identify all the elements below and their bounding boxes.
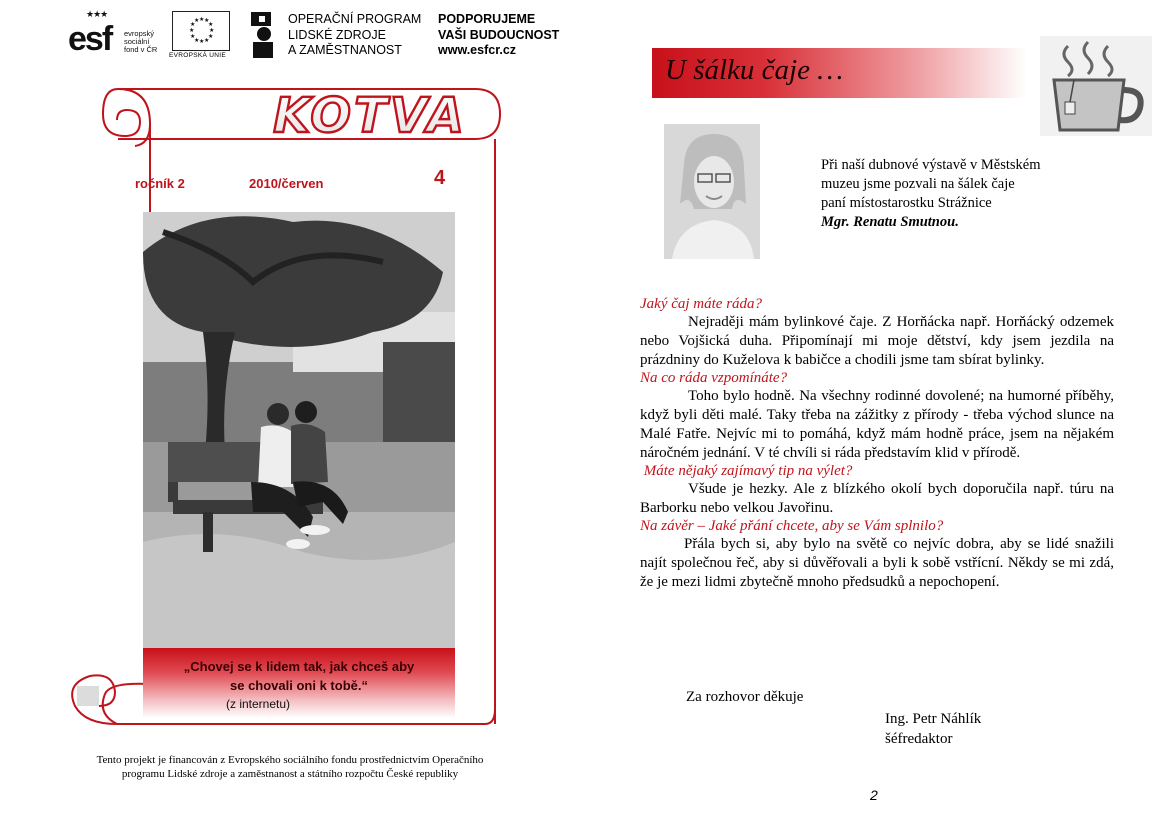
svg-text:★: ★ <box>209 27 215 34</box>
esf-logo <box>68 10 166 62</box>
support-text: PODPORUJEME VAŠI BUDOUCNOST www.esfcr.cz <box>438 12 560 57</box>
svg-text:★: ★ <box>199 38 205 45</box>
article-heading: U šálku čaje … <box>665 54 843 86</box>
tea-cup-icon <box>1040 36 1152 136</box>
quote-line-1: „Chovej se k lidem tak, jak chceš aby <box>183 659 415 674</box>
volume-label: ročník 2 <box>135 176 185 191</box>
kotva-masthead <box>210 86 530 142</box>
svg-text:★: ★ <box>194 17 200 24</box>
funding-note-line-1: Tento projekt je financován z Evropského sociálního fondu prostřednictvím Operačního <box>96 754 484 766</box>
eu-label: EVROPSKÁ UNIE <box>169 52 226 59</box>
answer-4: Přála bych si, aby bylo na světě co nejvíc dobra, aby se lidé snažili najít společnou řeč, aby si důvěřovali a byli k sobě vstřícní. Někdy se mi zdá, že je mezi lidmi zbytečně mnoho předsudků a nepochopení. <box>640 536 1114 590</box>
svg-text:★: ★ <box>190 33 196 40</box>
cover-photo <box>143 212 455 649</box>
quote-line-2: se chovali oni k tobě.“ <box>230 678 368 693</box>
interview-body <box>640 296 1114 592</box>
page-number: 2 <box>870 787 878 803</box>
answer-1: Nejraději mám bylinkové čaje. Z Horňácka např. Horňácký odzemek nebo Vojšická duha. Připomínají mi moje dětství, kdy jsem jezdila na prázdniny do Kuželova k babičce a chodili jsme tam sbírat bylinky. <box>640 314 1114 368</box>
quote-text <box>143 657 455 695</box>
intro-line-3: paní místostarostku Strážnice <box>821 195 992 211</box>
svg-text:★: ★ <box>190 21 196 28</box>
question-3: Máte nějaký zajímavý tip na výlet? <box>640 463 853 479</box>
funding-note <box>40 753 540 781</box>
intro-name: Mgr. Renatu Smutnou. <box>821 214 959 230</box>
question-4: Na závěr – Jaké přání chcete, aby se Vám splnilo? <box>640 518 944 534</box>
answer-3: Všude je hezky. Ale z blízkého okolí bych doporučila např. túru na Barborku nebo velkou Javořinu. <box>640 481 1114 516</box>
signature-name: Ing. Petr Náhlík <box>885 711 982 727</box>
question-1: Jaký čaj máte ráda? <box>640 296 763 312</box>
kotva-title: KOTVA <box>273 88 467 142</box>
intro-line-2: muzeu jsme pozvali na šálek čaje <box>821 176 1015 192</box>
op-program-text: OPERAČNÍ PROGRAM LIDSKÉ ZDROJE A ZAMĚSTNANOST <box>288 12 422 57</box>
svg-text:★: ★ <box>199 16 205 23</box>
signature-role: šéfredaktor <box>885 731 953 747</box>
intro-line-1: Při naší dubnové výstavě v Městském <box>821 157 1041 173</box>
svg-text:★: ★ <box>189 27 195 34</box>
question-2: Na co ráda vzpomínáte? <box>640 370 788 386</box>
esf-mark: esf <box>68 20 112 58</box>
svg-text:★: ★ <box>204 37 210 44</box>
interviewee-portrait <box>664 124 760 259</box>
esf-stars-icon: ★★★ <box>86 9 108 19</box>
issue-date: 2010/červen <box>249 176 324 191</box>
funding-note-line-2: programu Lidské zdroje a zaměstnanost a státního rozpočtu České republiky <box>121 768 459 780</box>
esf-subtitle: evropský sociální fond v ČR <box>124 29 158 54</box>
svg-text:★: ★ <box>208 33 214 40</box>
eu-flag-icon <box>172 11 230 51</box>
answer-2: Toho bylo hodně. Na všechny rodinné dovolené; na humorné příběhy, když byli děti malé. Taky třeba na zážitky z přírody - třeba východ slunce na Malé Fatře. Nejvíc mi to pomáhá, když mám hodně práce, jsem na nějakém náročném jednání. V té chvíli si ráda představím klid v přírodě. <box>640 388 1114 461</box>
svg-text:★: ★ <box>194 37 200 44</box>
closing-text: Za rozhovor děkuje <box>686 689 804 705</box>
article-intro <box>821 156 1041 232</box>
signature <box>885 709 981 749</box>
svg-text:★: ★ <box>204 17 210 24</box>
issue-number: 4 <box>434 167 446 189</box>
quote-source: (z internetu) <box>225 697 291 711</box>
svg-text:★: ★ <box>208 21 214 28</box>
op-lzz-logo-icon <box>251 12 277 58</box>
